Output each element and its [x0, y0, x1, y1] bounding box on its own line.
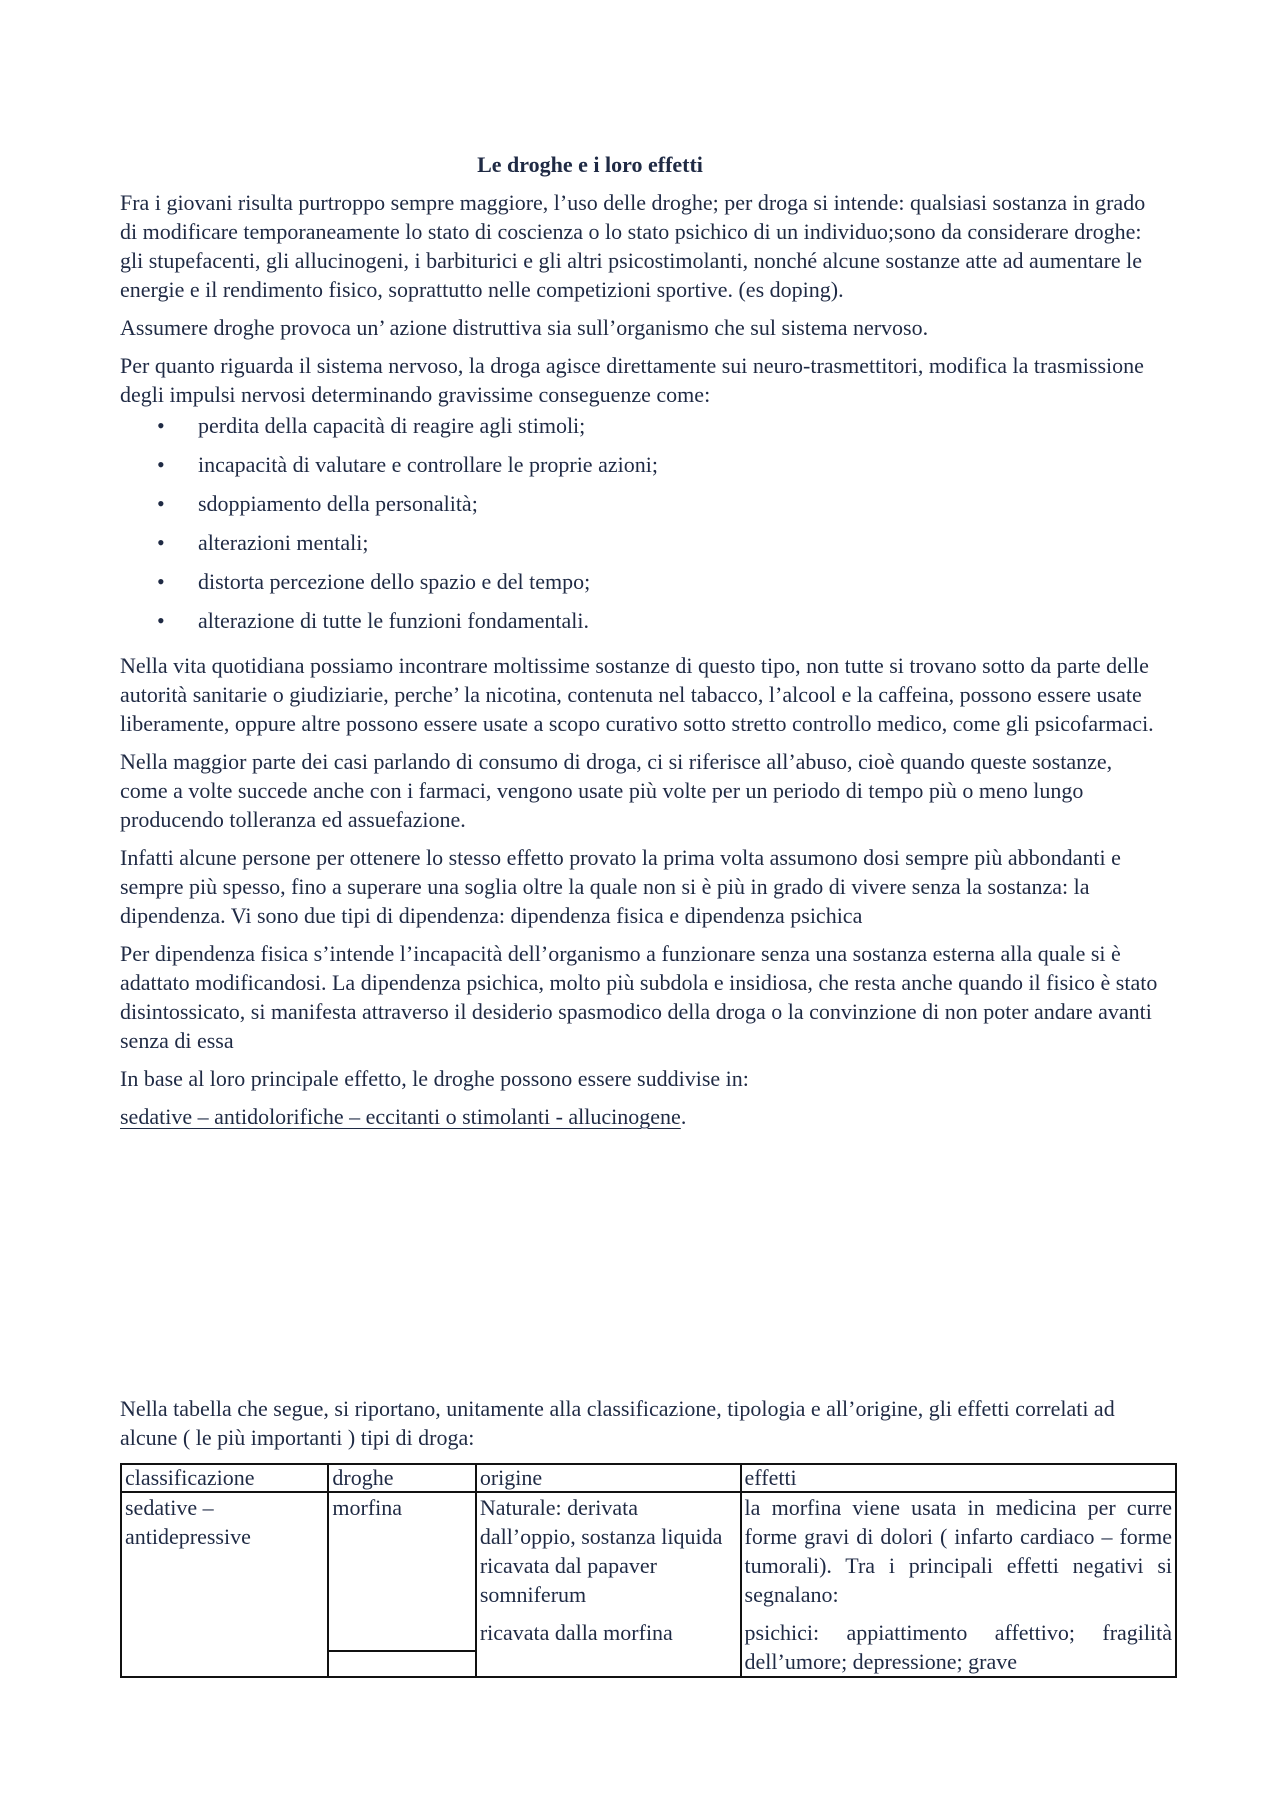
- paragraph: Infatti alcune persone per ottenere lo stesso effetto provato la prima volta assumono dosi sempre più abbondanti e sempre più spesso, fino a superare una soglia oltre la quale non si è più in grado di vivere senza la sostanza: la dipendenza. Vi sono due tipi di dipendenza: dipendenza fisica e dipendenza psichica: [120, 845, 1121, 928]
- header-cell: droghe: [328, 1464, 475, 1492]
- bullet-icon: •: [157, 413, 165, 438]
- table-header-row: [121, 1464, 1176, 1492]
- cell-classificazione: sedative – antidepressive: [121, 1492, 328, 1677]
- bullet-icon: •: [157, 608, 165, 633]
- bullet-icon: •: [157, 452, 165, 477]
- cell-origine: Naturale: derivata dall’oppio, sostanza liquida ricavata dal papaver somniferum ricavata dalla morfina: [476, 1492, 741, 1677]
- bullet-icon: •: [157, 530, 165, 555]
- header-cell: origine: [476, 1464, 741, 1492]
- header-cell: effetti: [741, 1464, 1176, 1492]
- header-cell: classificazione: [121, 1464, 328, 1492]
- table-intro: Nella tabella che segue, si riportano, unitamente alla classificazione, tipologia e all’origine, gli effetti correlati ad alcune ( le più importanti ) tipi di droga:: [120, 1396, 1115, 1450]
- paragraph: Nella vita quotidiana possiamo incontrare moltissime sostanze di questo tipo, non tutte si trovano sotto da parte delle autorità sanitarie o giudiziarie, perche’ la nicotina, contenuta nel tabacco, l’alcool e la caffeina, possono essere usate liberamente, oppure altre possono essere usate a scopo curativo sotto stretto controllo medico, come gli psicofarmaci.: [120, 653, 1154, 736]
- list-item: • distorta percezione dello spazio e del tempo;: [157, 569, 591, 594]
- list-item: • perdita della capacità di reagire agli stimoli;: [157, 413, 586, 438]
- list-item: • alterazione di tutte le funzioni fondamentali.: [157, 608, 589, 633]
- list-item: • alterazioni mentali;: [157, 530, 369, 555]
- paragraph: Assumere droghe provoca un’ azione distruttiva sia sull’organismo che sul sistema nervoso.: [120, 315, 929, 340]
- list-item: • incapacità di valutare e controllare le proprie azioni;: [157, 452, 658, 477]
- list-item: • sdoppiamento della personalità;: [157, 491, 478, 516]
- paragraph: Per dipendenza fisica s’intende l’incapacità dell’organismo a funzionare senza una sostanza esterna alla quale si è adattato modificandosi. La dipendenza psichica, molto più subdola e insidiosa, che resta anche quando il fisico è stato disintossicato, si manifesta attraverso il desiderio spasmodico della droga o la convinzione di non poter andare avanti senza di essa: [120, 941, 1158, 1053]
- cell-divider: [329, 1650, 474, 1666]
- table-row: [121, 1492, 1176, 1677]
- document-body: [120, 188, 1160, 1140]
- cell-droghe: morfina: [328, 1492, 475, 1677]
- paragraph: In base al loro principale effetto, le droghe possono essere suddivise in:: [120, 1066, 749, 1091]
- cell-effetti: la morfina viene usata in medicina per curre forme gravi di dolori ( infarto cardiaco – forme tumorali). Tra i principali effetti negativi si segnalano: psichici: appiattimento affettivo; fragilità dell’umore; depressione; grave: [741, 1492, 1176, 1677]
- consequences-list: [120, 411, 1160, 645]
- drugs-table: [120, 1463, 1177, 1678]
- categories-line: sedative – antidolorifiche – eccitanti o stimolanti - allucinogene.: [120, 1104, 687, 1129]
- bullet-icon: •: [157, 491, 165, 516]
- paragraph: Per quanto riguarda il sistema nervoso, la droga agisce direttamente sui neuro-trasmettitori, modifica la trasmissione degli impulsi nervosi determinando gravissime conseguenze come:: [120, 353, 1144, 407]
- paragraph: Nella maggior parte dei casi parlando di consumo di droga, ci si riferisce all’abuso, cioè quando queste sostanze, come a volte succede anche con i farmaci, vengono usate più volte per un periodo di tempo più o meno lungo producendo tolleranza ed assuefazione.: [120, 749, 1113, 832]
- bullet-icon: •: [157, 569, 165, 594]
- page-title: Le droghe e i loro effetti: [477, 152, 703, 177]
- categories-text: sedative – antidolorifiche – eccitanti o stimolanti - allucinogene: [120, 1104, 681, 1129]
- paragraph: Fra i giovani risulta purtroppo sempre maggiore, l’uso delle droghe; per droga si intende: qualsiasi sostanza in grado di modificare temporaneamente lo stato di coscienza o lo stato psichico di un individuo;sono da considerare droghe: gli stupefacenti, gli allucinogeni, i barbiturici e gli altri psicostimolanti, nonché alcune sostanze atte ad aumentare le energie e il rendimento fisico, soprattutto nelle competizioni sportive. (es doping).: [120, 190, 1146, 302]
